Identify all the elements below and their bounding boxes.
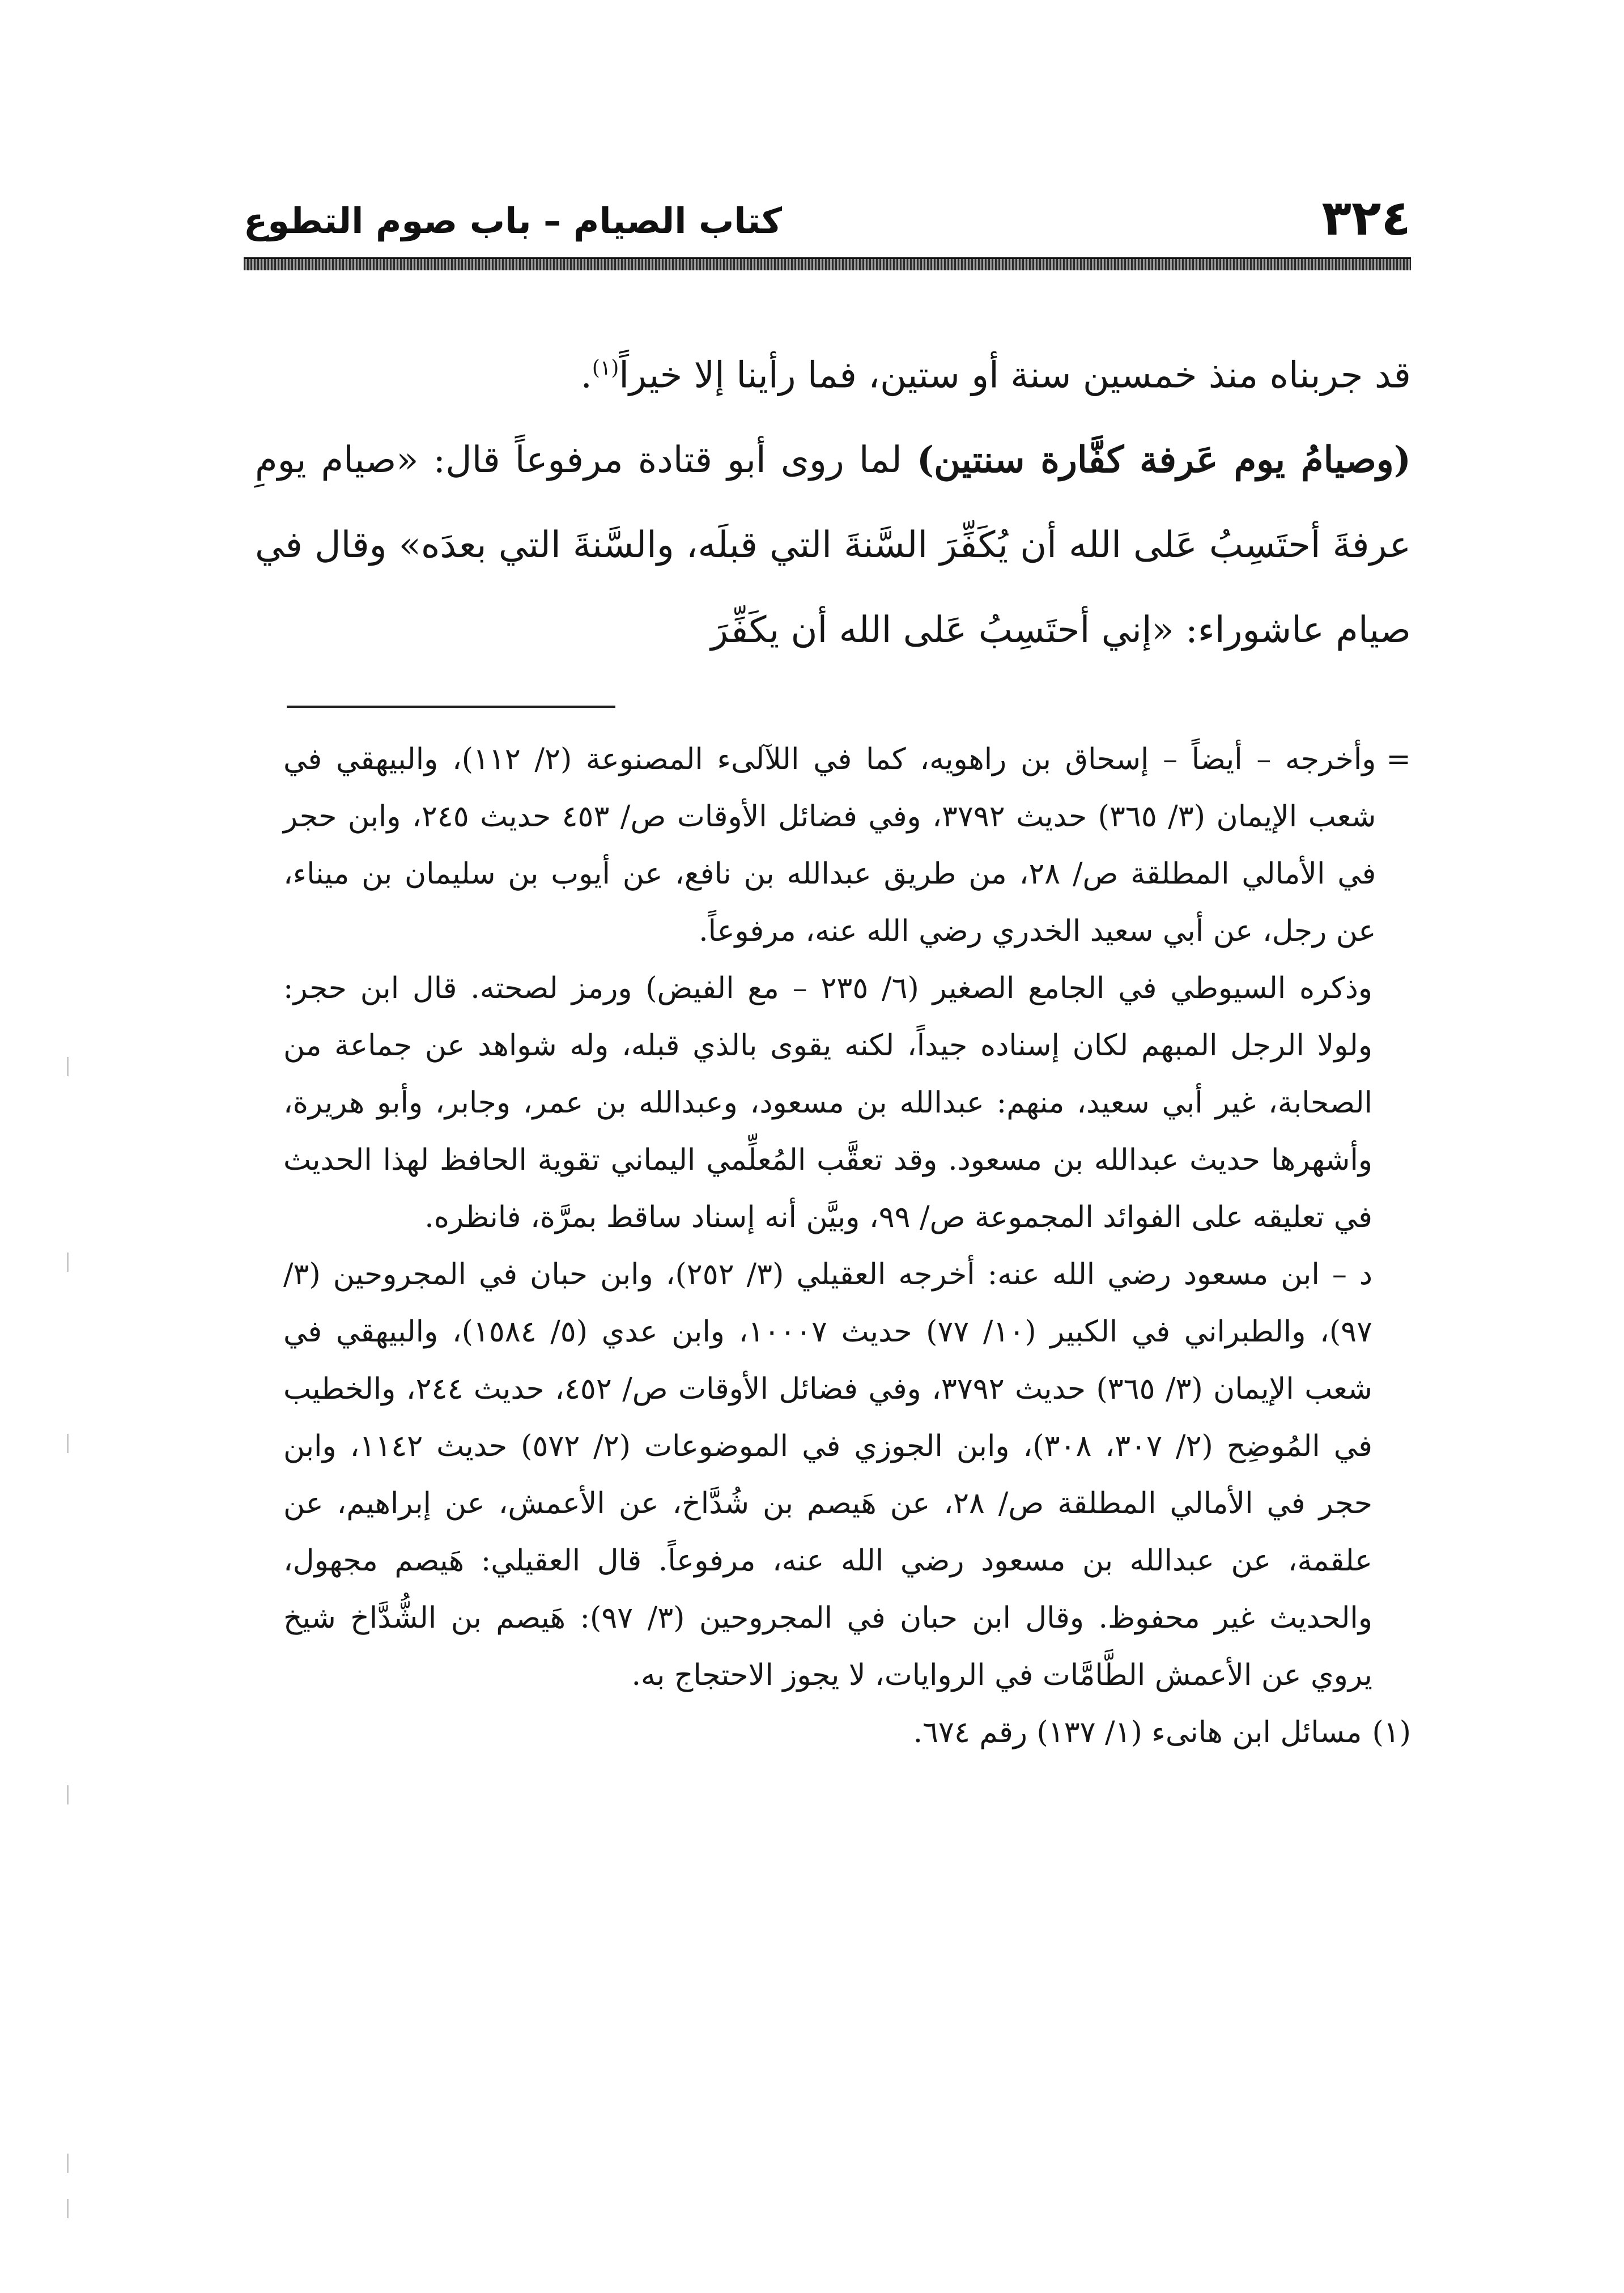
page-header <box>244 187 1411 272</box>
margin-mark <box>67 1057 69 1076</box>
margin-mark <box>67 1785 69 1804</box>
footnotes <box>283 731 1411 1761</box>
main-line-1-end: . <box>580 354 592 397</box>
running-title: كتاب الصيام – باب صوم التطوع <box>244 200 783 241</box>
scan-margin-marks <box>67 0 73 2293</box>
footnote-ref-1: (١) <box>592 356 619 380</box>
footnote-separator <box>287 706 615 708</box>
footnote-1 <box>283 1704 1411 1761</box>
footnote-paragraph-3: د – ابن مسعود رضي الله عنه: أخرجه العقيلي (٣/ ٢٥٢)، وابن حبان في المجروحين (٣/ ٩٧)، والطبراني في الكبير (١٠/ ٧٧) حديث ١٠٠٠٧، وابن عدي (٥/ ١٥٨٤)، والبيهقي في شعب الإيمان (٣/ ٣٦٥) حديث ٣٧٩٢، وفي فضائل الأوقات ص/ ٤٥٢، حديث ٢٤٤، والخطيب في المُوضِح (٢/ ٣٠٧، ٣٠٨)، وابن الجوزي في الموضوعات (٢/ ٥٧٢) حديث ١١٤٢، وابن حجر في الأمالي المطلقة ص/ ٢٨، عن هَيصم بن شُدَّاخ، عن الأعمش، عن إبراهيم، عن علقمة، عن عبدالله بن مسعود رضي الله عنه، مرفوعاً. قال العقيلي: هَيصم مجهول، والحديث غير محفوظ. وقال ابن حبان في المجروحين (٣/ ٩٧): هَيصم بن الشُّدَّاخ شيخ يروي عن الأعمش الطَّامَّات في الروايات، لا يجوز الاحتجاج به. <box>283 1258 1373 1692</box>
margin-mark <box>67 1434 69 1453</box>
footnote-continuation <box>283 731 1411 960</box>
header-rule <box>244 257 1411 270</box>
margin-mark <box>67 2199 69 2218</box>
page-number: ٣٢٤ <box>1321 190 1411 247</box>
footnote-1-text: مسائل ابن هانىء (١/ ١٣٧) رقم ٦٧٤. <box>913 1715 1362 1750</box>
footnote-paragraph-2: وذكره السيوطي في الجامع الصغير (٦/ ٢٣٥ – مع الفيض) ورمز لصحته. قال ابن حجر: ولولا الرجل المبهم لكان إسناده جيداً، لكنه يقوى بالذي قبله، وله شواهد عن جماعة من الصحابة، غير أبي سعيد، منهم: عبدالله بن مسعود، وعبدالله بن عمر، وجابر، وأبو هريرة، وأشهرها حديث عبدالله بن مسعود. وقد تعقَّب المُعلِّمي اليماني تقوية الحافظ لهذا الحديث في تعليقه على الفوائد المجموعة ص/ ٩٩، وبيَّن أنه إسناد ساقط بمرَّة، فانظره. <box>283 971 1373 1234</box>
main-paragraph-2 <box>255 418 1411 673</box>
margin-mark <box>67 2154 69 2173</box>
main-line-1: قد جربناه منذ خمسين سنة أو ستين، فما رأينا إلا خيراً <box>619 354 1411 397</box>
main-paragraph-1 <box>255 326 1411 418</box>
main-body: لما روى أبو قتادة مرفوعاً قال: «صيام يومِ عرفةَ أحتَسِبُ عَلى الله أن يُكَفِّرَ السَّنةَ التي قبلَه، والسَّنةَ التي بعدَه» وقال في صيام عاشوراء: «إني أحتَسِبُ عَلى الله أن يكَفِّرَ <box>255 439 1411 652</box>
footnote-1-mark: (١) <box>1372 1715 1411 1750</box>
footnote-paragraph-1: وأخرجه – أيضاً – إسحاق بن راهويه، كما في اللآلىء المصنوعة (٢/ ١١٢)، والبيهقي في شعب الإيمان (٣/ ٣٦٥) حديث ٣٧٩٢، وفي فضائل الأوقات ص/ ٤٥٣ حديث ٢٤٥، وابن حجر في الأمالي المطلقة ص/ ٢٨، من طريق عبدالله بن نافع، عن أيوب بن سليمان بن ميناء، عن رجل، عن أبي سعيد الخدري رضي الله عنه، مرفوعاً. <box>283 742 1376 948</box>
continuation-mark: = <box>1386 742 1411 776</box>
margin-mark <box>67 1252 69 1272</box>
main-text <box>255 326 1411 673</box>
matn-lead: (وصيامُ يوم عَرفة كفَّارة سنتين) <box>916 439 1412 482</box>
